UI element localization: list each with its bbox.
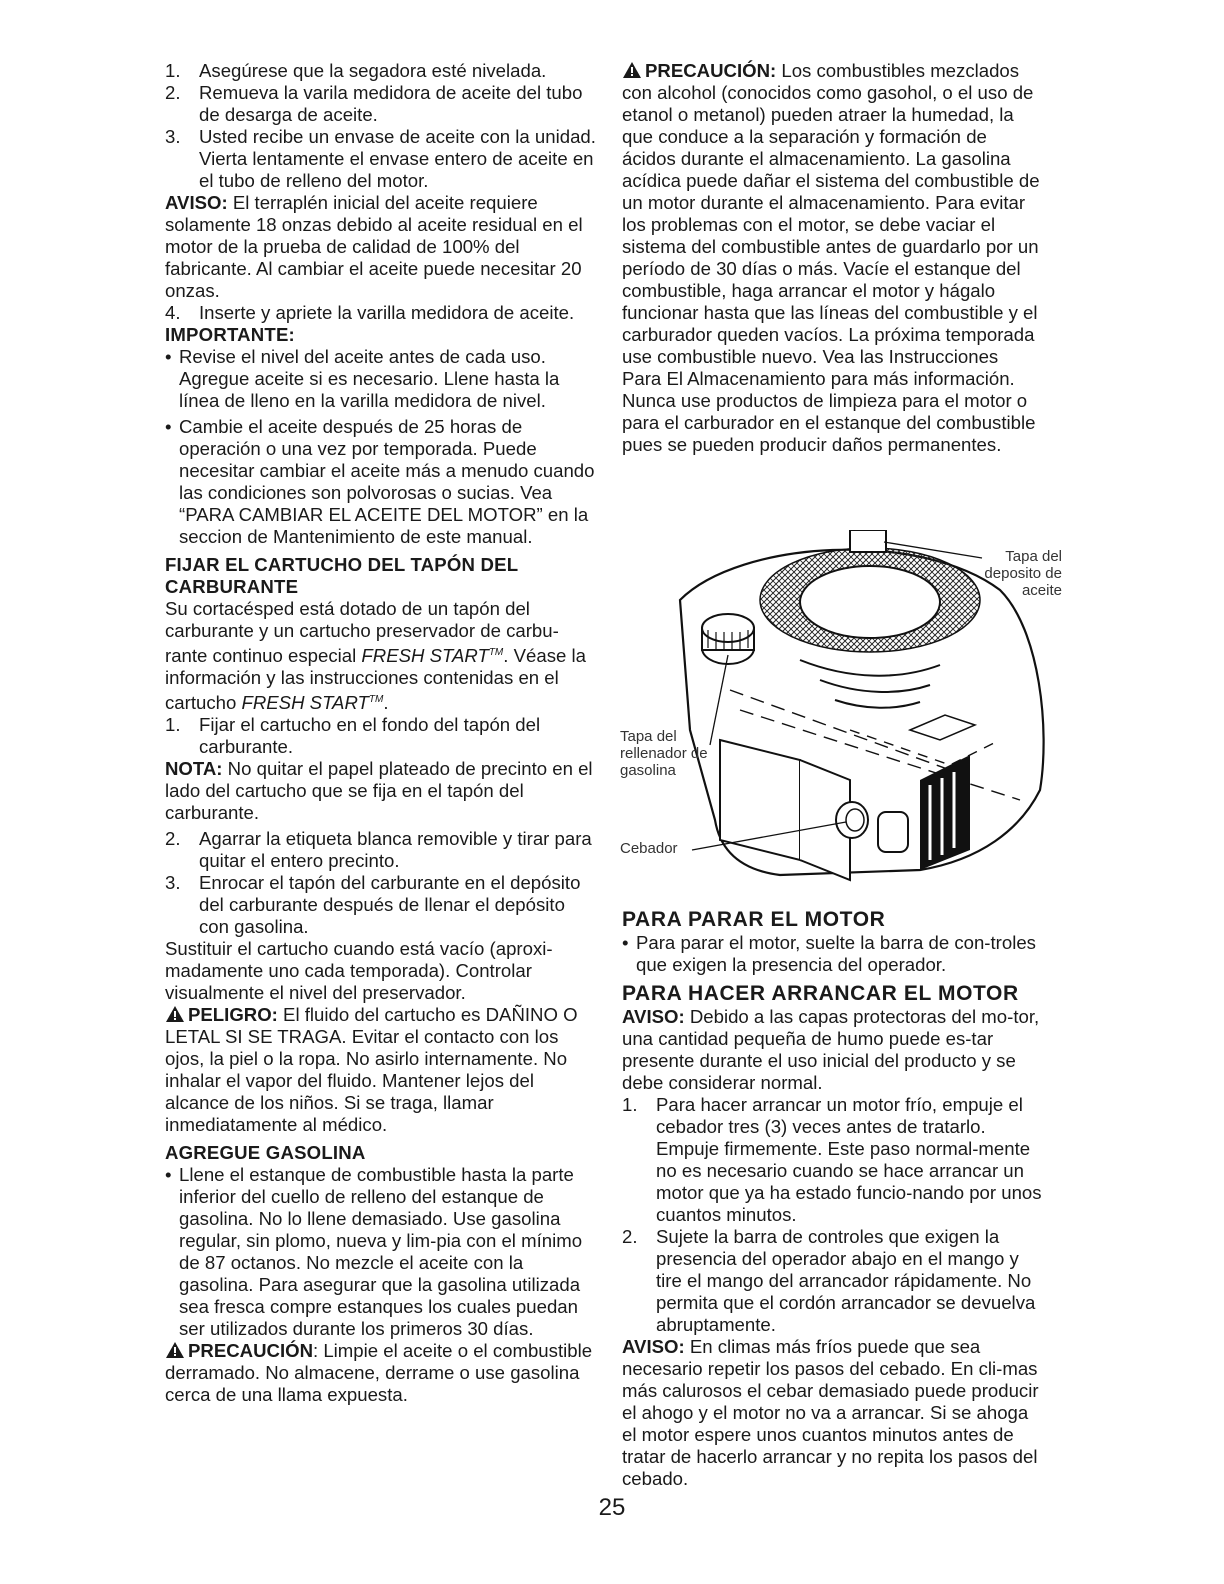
fresh-start-brand: FRESH START — [241, 692, 369, 714]
fuel-cap-callout: Tapa del rellenador de gasolina — [620, 728, 708, 779]
importante-bullet-2 — [165, 416, 597, 548]
primer-callout: Cebador — [620, 840, 678, 857]
bullet-icon: • — [165, 1164, 172, 1186]
step-1 — [165, 60, 597, 82]
bullet-icon: • — [165, 346, 172, 367]
arrancar-step-2 — [622, 1226, 1042, 1336]
sustituir-paragraph: Sustituir el cartucho cuando está vacío (aproxi-madamente uno cada temporada). Controlar visualmente el nivel del preservador. — [165, 938, 553, 1004]
step-number: 1. — [165, 714, 181, 736]
bullet-text: Llene el estanque de combustible hasta la parte inferior del cuello de relleno del estanque de gasolina. No lo llene demasiado. Use gasolina regular, sin plomo, nueva y lim-pia con el mínimo de 87 octanos. No mezcle el aceite con la gasolina. Para asegurar que la gasolina utilizada sea fresca compre estanques los cuales puedan ser utilizados durante los primeros 30 días. — [179, 1164, 583, 1340]
nota-note — [165, 758, 597, 824]
step-text: Enrocar el tapón del carburante en el depósito del carburante después de llenar el depósito con gasolina. — [199, 872, 581, 938]
aviso-label: AVISO: — [622, 1336, 685, 1357]
fijar-step-2 — [165, 828, 597, 872]
warning-triangle-icon — [165, 1341, 185, 1359]
step-text: Agarrar la etiqueta blanca removible y tirar para quitar el entero precinto. — [199, 828, 592, 872]
step-text: Para hacer arrancar un motor frío, empuje el cebador tres (3) veces antes de tratarlo. Empuje firmemente. Este paso normal-mente no es necesario cuando se hace arrancar un motor que ya ha estado funcio-nando por unos cuantos minutos. — [656, 1094, 1042, 1225]
peligro-warning — [165, 1004, 597, 1136]
fijar-text: . — [383, 692, 389, 714]
step-number: 3. — [165, 126, 181, 147]
step-text: Sujete la barra de controles que exigen la presencia del operador abajo en el mango y tire el mango del arrancador rápidamente. No permita que el cordón arrancador se devuelva abruptamente. — [656, 1226, 1036, 1335]
trademark-mark: TM — [368, 694, 384, 706]
bullet-icon: • — [165, 416, 172, 437]
precaucion-text: Los combustibles mezclados con alcohol (conocidos como gasohol, o el uso de etanol o metanol) pueden atraer la humedad, la que conduce a la separación y formación de ácidos durante el almacenamiento. La gasolina acídica puede dañar el sistema del combustible de un motor durante el almacenamiento. Para evitar los problemas con el motor, se debe vaciar el sistema del combustible antes de guardarlo por un período de 30 días o más. Vacíe el estanque del combustible, haga arrancar el motor y hágalo funcionar hasta que las líneas del combustible y el carburador queden vacíos. La próxima temporada use combustible nuevo. Vea las Instrucciones Para El Almacenamiento para más información. Nunca use productos de limpieza para el motor o para el carburador en el estanque del combustible pues se pueden producir daños permanentes. — [622, 60, 1040, 455]
step-number: 2. — [165, 82, 181, 103]
step-text: Remueva la varila medidora de aceite del tubo de desarga de aceite. — [199, 82, 583, 125]
step-4 — [165, 302, 597, 324]
step-text: Asegúrese que la segadora esté nivelada. — [199, 60, 547, 81]
warning-triangle-icon — [622, 61, 642, 79]
oil-cap-callout: Tapa del deposito de aceite — [984, 548, 1062, 599]
fijar-intro — [165, 598, 597, 714]
precaucion-spill-warning — [165, 1340, 597, 1406]
agregue-heading: AGREGUE GASOLINA — [165, 1142, 366, 1164]
page-number: 25 — [598, 1494, 626, 1521]
step-2 — [165, 82, 597, 126]
right-column-bottom — [622, 908, 1042, 1490]
nota-label: NOTA: — [165, 758, 223, 780]
bullet-text: Para parar el motor, suelte la barra de con-troles que exigen la presencia del operador. — [636, 932, 1036, 975]
importante-heading: IMPORTANTE: — [165, 324, 295, 345]
step-number: 1. — [165, 60, 181, 81]
fijar-text: . Véase la información y las instrucciones contenidas en el cartucho — [165, 645, 586, 714]
peligro-text: El fluido del cartucho es DAÑINO O LETAL SI SE TRAGA. Evitar el contacto con los ojos, la piel o la ropa. No asirlo internamente. No inhalar el vapor del fluido. Mantener lejos del alcance de los niños. Si se traga, llamar inmediatamente al médico. — [165, 1004, 578, 1136]
importante-bullet-1 — [165, 346, 597, 412]
aviso-oil-note — [165, 192, 597, 302]
arrancar-step-1 — [622, 1094, 1042, 1226]
step-number: 2. — [622, 1226, 638, 1247]
precaucion-label: PRECAUCIÓN — [188, 1340, 313, 1362]
fijar-heading: FIJAR EL CARTUCHO DEL TAPÓN DEL CARBURANTE — [165, 554, 518, 597]
aviso-label: AVISO: — [165, 192, 228, 213]
step-number: 3. — [165, 872, 181, 894]
trademark-mark: TM — [488, 647, 504, 658]
step-text: Inserte y apriete la varilla medidora de aceite. — [199, 302, 575, 323]
step-number: 1. — [622, 1094, 638, 1115]
agregue-bullet — [165, 1164, 597, 1340]
peligro-label: PELIGRO: — [188, 1004, 278, 1026]
step-number: 2. — [165, 828, 181, 850]
step-number: 4. — [165, 302, 181, 323]
fresh-start-brand: FRESH START — [361, 645, 489, 667]
nota-text: No quitar el papel plateado de precinto en el lado del cartucho que se fija en el tapón del carburante. — [165, 758, 593, 824]
step-3 — [165, 126, 597, 192]
step-text: Usted recibe un envase de aceite con la unidad. Vierta lentamente el envase entero de aceite en el tubo de relleno del motor. — [199, 126, 596, 191]
aviso-text: Debido a las capas protectoras del mo-tor, una cantidad pequeña de humo puede es-tar presente durante el uso inicial del producto y se debe considerar normal. — [622, 1006, 1040, 1093]
fijar-step-3 — [165, 872, 597, 938]
precaucion-text: : Limpie el aceite o el combustible derramado. No almacene, derrame o use gasolina cerca de una llama expuesta. — [165, 1340, 593, 1406]
fijar-step-1 — [165, 714, 597, 758]
bullet-text: Revise el nivel del aceite antes de cada uso. Agregue aceite si es necesario. Llene hasta la línea de lleno en la varilla medidora de nivel. — [179, 346, 560, 411]
aviso-smoke-note — [622, 1006, 1042, 1094]
right-column-top — [622, 60, 1042, 456]
fijar-text: Su cortacésped está dotado de un tapón del carburante y un cartucho preservador de carbu-rante continuo especial — [165, 598, 559, 667]
bullet-icon: • — [622, 932, 629, 953]
warning-triangle-icon — [165, 1005, 185, 1023]
parar-heading: PARA PARAR EL MOTOR — [622, 908, 886, 931]
step-text: Fijar el cartucho en el fondo del tapón del carburante. — [199, 714, 541, 758]
precaucion-alcohol-warning — [622, 60, 1042, 456]
aviso-label: AVISO: — [622, 1006, 685, 1027]
precaucion-label: PRECAUCIÓN: — [645, 60, 777, 81]
engine-illustration — [620, 530, 1060, 902]
parar-bullet — [622, 932, 1042, 976]
left-column — [165, 60, 597, 1406]
aviso-text: En climas más fríos puede que sea necesario repetir los pasos del cebado. En cli-mas más calurosos el cebar demasiado puede producir el ahogo y el motor no va a arrancar. Si se ahoga el motor espere unos cuantos minutos antes de tratar de hacerlo arrancar y no repita los pasos del cebado. — [622, 1336, 1039, 1489]
bullet-text: Cambie el aceite después de 25 horas de operación o una vez por temporada. Puede necesitar cambiar el aceite más a menudo cuando las condiciones son polvorosas o sucias. Vea “PARA CAMBIAR EL ACEITE DEL MOTOR” en la seccion de Mantenimiento de este manual. — [179, 416, 595, 547]
aviso-text: El terraplén inicial del aceite requiere solamente 18 onzas debido al aceite residual en el motor de la prueba de calidad de 100% del fabricante. Al cambiar el aceite puede necesitar 20 onzas. — [165, 192, 583, 301]
arrancar-heading: PARA HACER ARRANCAR EL MOTOR — [622, 982, 1019, 1005]
aviso-cold-note — [622, 1336, 1042, 1490]
